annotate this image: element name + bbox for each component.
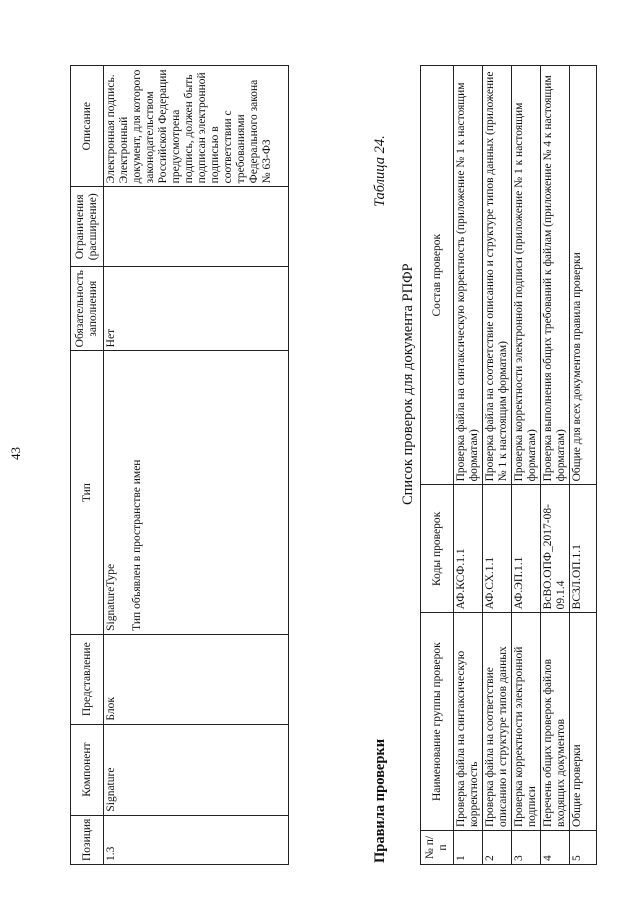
page-number: 43 — [8, 447, 23, 460]
table-header-row — [421, 66, 454, 865]
cell-position: 1.3 — [104, 815, 289, 864]
cell-num: 4 — [541, 831, 570, 865]
table-caption: Список проверок для документа РПФР — [400, 263, 416, 505]
cell-component: Signature — [104, 724, 289, 815]
cell-content: Проверка файла на синтаксическую корректность (приложение № 1 к настоящим форматам) — [454, 66, 483, 485]
cell-restrictions — [104, 187, 289, 267]
table-row — [483, 66, 512, 865]
cell-content: Проверка выполнения общих требований к файлам (приложение № 4 к настоящим форматам) — [541, 66, 570, 485]
cell-code: ВСЗЛ.ОП.1.1 — [570, 485, 597, 613]
cell-code: АФ.ЭП.1.1 — [512, 485, 541, 613]
header-type: Тип — [71, 351, 104, 635]
cell-group: Общие проверки — [570, 613, 597, 831]
cell-num: 1 — [454, 831, 483, 865]
cell-group: Перечень общих проверок файлов входящих документов — [541, 613, 570, 831]
header-restrictions: Ограничения (расширение) — [71, 187, 104, 267]
checks-table — [420, 65, 597, 865]
cell-representation: Блок — [104, 634, 289, 724]
element-description-table — [70, 65, 289, 865]
header-codes: Коды проверок — [421, 485, 454, 613]
header-component: Компонент — [71, 724, 104, 815]
header-content: Состав проверок — [421, 66, 454, 485]
cell-content: Проверка файла на соответствие описанию и структуре типов данных (приложение № 1 к настоящим форматам) — [483, 66, 512, 485]
header-description: Описание — [71, 66, 104, 187]
cell-code: ВсВО.ОПФ_2017-08-09.1.4 — [541, 485, 570, 613]
cell-description: Электронная подпись. Электронный документ, для которого законодательством Российской Федерации предусмотрена подпись, должен быть подписан электронной подписью в соответствии с требованиями Федерального закона № 63-ФЗ — [104, 66, 289, 187]
cell-num: 3 — [512, 831, 541, 865]
type-namespace-note: Тип объявлен в пространстве имен — [131, 459, 143, 631]
header-representation: Представление — [71, 634, 104, 724]
cell-group: Проверка корректности электронной подписи — [512, 613, 541, 831]
header-position: Позиция — [71, 815, 104, 864]
cell-code: АФ.СХ.1.1 — [483, 485, 512, 613]
table-row — [541, 66, 570, 865]
header-mandatory: Обязательность заполнения — [71, 267, 104, 351]
table-row — [454, 66, 483, 865]
cell-mandatory: Нет — [104, 267, 289, 351]
section-title: Правила проверки — [372, 738, 388, 863]
cell-content: Общие для всех документов правила проверки — [570, 66, 597, 485]
cell-group: Проверка файла на соответствие описанию и структуре типов данных — [483, 613, 512, 831]
cell-type — [104, 351, 289, 635]
cell-num: 2 — [483, 831, 512, 865]
table-label: Таблица 24. — [372, 135, 388, 207]
table-row — [570, 66, 597, 865]
type-name: SignatureType — [105, 563, 117, 631]
cell-content: Проверка корректности электронной подписи (приложение № 1 к настоящим форматам) — [512, 66, 541, 485]
header-group: Наименование группы проверок — [421, 613, 454, 831]
cell-code: АФ.КСФ.1.1 — [454, 485, 483, 613]
table-row — [104, 66, 289, 865]
table-header-row — [71, 66, 104, 865]
table-row — [512, 66, 541, 865]
cell-num: 5 — [570, 831, 597, 865]
header-num: № п/п — [421, 831, 454, 865]
cell-group: Проверка файла на синтаксическую корректность — [454, 613, 483, 831]
